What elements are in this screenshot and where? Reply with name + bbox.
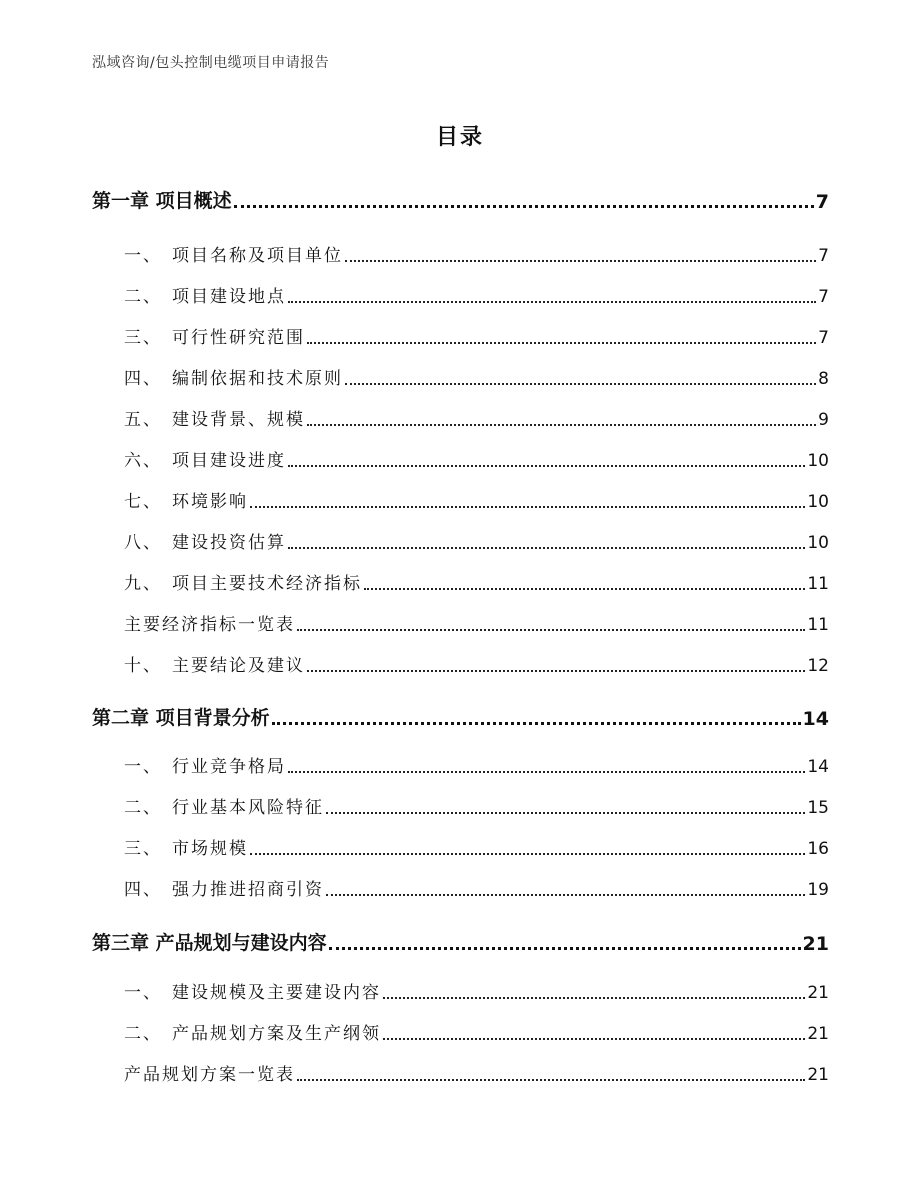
toc-entry-text: 产品规划方案及生产纲领 [172,1024,381,1044]
toc-page-number: 16 [807,839,829,859]
toc-entry-text: 建设规模及主要建设内容 [172,983,381,1003]
toc-dot-leader [250,853,805,855]
toc-entry-number: 四、 [124,369,162,389]
toc-dot-leader [364,588,805,590]
toc-page-number: 19 [807,880,829,900]
toc-page-number: 7 [818,246,829,266]
toc-entry-number: 三、 [124,328,162,348]
toc-dot-leader [234,205,814,208]
toc-dot-leader [326,812,805,814]
toc-page-number: 12 [807,656,829,676]
toc-page-number: 11 [807,615,829,635]
toc-entry-number: 四、 [124,880,162,900]
toc-title: 目录 [435,125,484,150]
toc-entry-number: 六、 [124,451,162,471]
toc-entry-number: 七、 [124,492,162,512]
toc-chapter-entry[interactable] [92,923,829,955]
toc-section-entry[interactable] [92,749,829,777]
toc-section-entry[interactable] [92,443,829,471]
toc-dot-leader [288,547,805,549]
toc-entry-text: 第三章 产品规划与建设内容 [92,932,327,954]
toc-page-number: 11 [807,574,829,594]
toc-page-number: 14 [807,757,829,777]
toc-page-number: 21 [807,1024,829,1044]
toc-entry-text: 项目名称及项目单位 [172,246,343,266]
toc-section-entry[interactable] [92,566,829,594]
toc-page-number: 7 [818,328,829,348]
toc-entry-label [92,528,286,553]
toc-entry-text: 建设投资估算 [172,533,286,553]
toc-page-number: 15 [807,798,829,818]
toc-section-entry[interactable] [92,238,829,266]
toc-dot-leader [288,301,816,303]
toc-page-number: 9 [818,410,829,430]
toc-page-number: 10 [807,492,829,512]
toc-entry-number: 八、 [124,533,162,553]
toc-entry-text: 项目主要技术经济指标 [172,574,362,594]
toc-section-entry[interactable] [92,402,829,430]
toc-entry-number: 三、 [124,839,162,859]
toc-section-entry[interactable] [92,1057,829,1085]
toc-entry-label [92,364,343,389]
toc-entry-label [92,651,305,676]
toc-entry-text: 强力推进招商引资 [172,880,324,900]
toc-dot-leader [326,894,805,896]
toc-entry-text: 项目建设进度 [172,451,286,471]
toc-entry-number: 九、 [124,574,162,594]
toc-entry-number: 二、 [124,287,162,307]
toc-dot-leader [383,1038,805,1040]
toc-entry-label [92,1019,381,1044]
toc-entry-label [92,487,248,512]
toc-page-number: 7 [818,287,829,307]
toc-entry-label [92,875,324,900]
toc-dot-leader [307,342,816,344]
toc-section-entry[interactable] [92,484,829,512]
toc-entry-text: 建设背景、规模 [172,410,305,430]
toc-section-entry[interactable] [92,872,829,900]
toc-entry-text: 编制依据和技术原则 [172,369,343,389]
toc-entry-number: 二、 [124,1024,162,1044]
toc-section-entry[interactable] [92,320,829,348]
toc-entry-text: 环境影响 [172,492,248,512]
toc-page-number: 8 [818,369,829,389]
toc-dot-leader [297,1079,805,1081]
toc-page-number: 7 [815,191,829,213]
toc-dot-leader [345,383,816,385]
toc-entry-text: 主要结论及建议 [172,656,305,676]
toc-page-number: 21 [807,1065,829,1085]
toc-entry-label [92,834,248,859]
toc-dot-leader [250,506,805,508]
toc-entry-label [92,1060,295,1085]
toc-entry-text: 项目建设地点 [172,287,286,307]
toc-entry-number: 一、 [124,246,162,266]
toc-page-number: 14 [802,708,829,730]
toc-entry-label [92,978,381,1003]
toc-section-entry[interactable] [92,525,829,553]
toc-entry-label [92,282,286,307]
toc-section-entry[interactable] [92,1016,829,1044]
toc-entry-number: 五、 [124,410,162,430]
toc-entry-label [92,405,305,430]
toc-dot-leader [272,722,801,725]
toc-section-entry[interactable] [92,790,829,818]
toc-dot-leader [383,997,805,999]
toc-entry-text: 行业基本风险特征 [172,798,324,818]
toc-entry-text: 产品规划方案一览表 [124,1065,295,1085]
toc-chapter-entry[interactable] [92,698,829,730]
toc-entry-label [92,186,232,213]
toc-entry-number: 十、 [124,656,162,676]
toc-section-entry[interactable] [92,279,829,307]
toc-section-entry[interactable] [92,361,829,389]
toc-entry-number: 一、 [124,983,162,1003]
toc-section-entry[interactable] [92,975,829,1003]
toc-dot-leader [307,424,816,426]
toc-entry-label [92,446,286,471]
toc-entry-label [92,569,362,594]
toc-section-entry[interactable] [92,648,829,676]
toc-page-number: 21 [802,933,829,955]
toc-dot-leader [297,629,805,631]
toc-chapter-entry[interactable] [92,181,829,213]
toc-section-entry[interactable] [92,607,829,635]
toc-section-entry[interactable] [92,831,829,859]
toc-entry-text: 主要经济指标一览表 [124,615,295,635]
toc-dot-leader [329,947,801,950]
toc-entry-text: 可行性研究范围 [172,328,305,348]
toc-entry-number: 一、 [124,757,162,777]
toc-page-number: 10 [807,451,829,471]
toc-entry-text: 第二章 项目背景分析 [92,707,270,729]
toc-entry-label [92,928,327,955]
toc-entry-label [92,793,324,818]
toc-entry-text: 市场规模 [172,839,248,859]
toc-entry-number: 二、 [124,798,162,818]
table-of-contents [92,0,829,1191]
toc-dot-leader [307,670,805,672]
toc-entry-text: 第一章 项目概述 [92,190,232,212]
toc-dot-leader [288,771,805,773]
toc-page-number: 10 [807,533,829,553]
toc-page-number: 21 [807,983,829,1003]
toc-entry-label [92,703,270,730]
toc-entry-label [92,752,286,777]
toc-entry-label [92,610,295,635]
toc-entry-label [92,323,305,348]
toc-entry-label [92,241,343,266]
toc-dot-leader [288,465,805,467]
running-header: 泓域咨询/包头控制电缆项目申请报告 [92,55,330,71]
toc-entry-text: 行业竞争格局 [172,757,286,777]
toc-dot-leader [345,260,816,262]
